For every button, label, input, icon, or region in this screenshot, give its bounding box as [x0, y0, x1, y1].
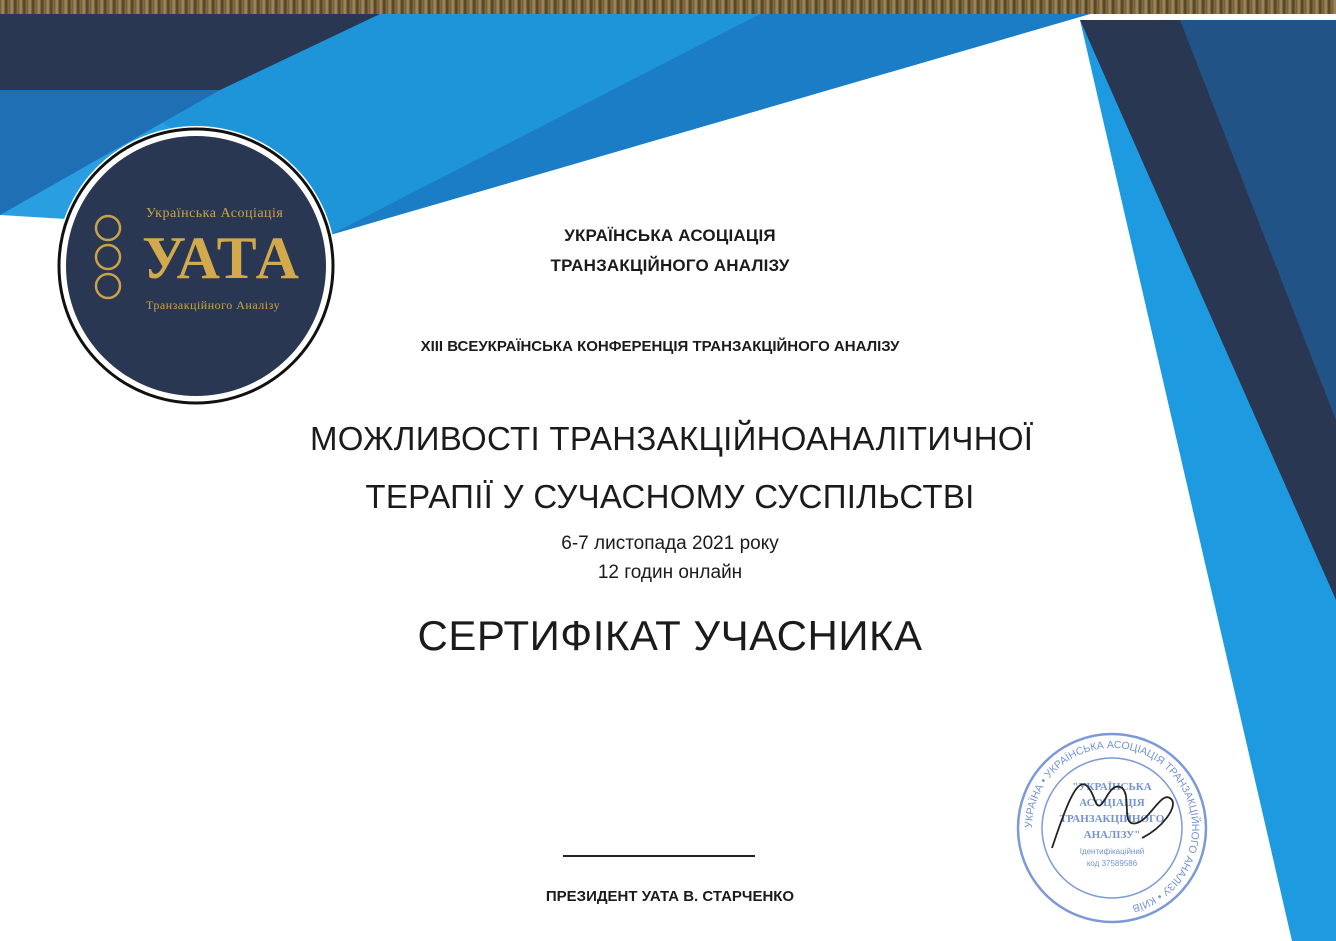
conference-title: XIII ВСЕУКРАЇНСЬКА КОНФЕРЕНЦІЯ ТРАНЗАКЦІЙНОГО АНАЛІЗУ	[420, 338, 900, 355]
event-hours: 12 годин онлайн	[597, 562, 743, 583]
stamp-ring-text: УКРАЇНА • УКРАЇНСЬКА АСОЦІАЦІЯ ТРАНЗАКЦІЙНОГО АНАЛІЗУ • КИЇВ	[1022, 738, 1202, 915]
association-name-line1: УКРАЇНСЬКА АСОЦІАЦІЯ	[564, 226, 776, 245]
svg-text:АНАЛІЗУ": АНАЛІЗУ"	[1083, 829, 1141, 841]
event-title-line2: ТЕРАПІЇ У СУЧАСНОМУ СУСПІЛЬСТВІ	[365, 478, 975, 515]
official-stamp	[1012, 728, 1212, 928]
svg-text:код 37589586: код 37589586	[1086, 859, 1138, 868]
certificate-heading: СЕРТИФІКАТ УЧАСНИКА	[417, 612, 923, 659]
event-dates: 6-7 листопада 2021 року	[561, 533, 779, 554]
svg-text:Ідентифікаційний: Ідентифікаційний	[1079, 847, 1145, 856]
signature-line	[563, 855, 755, 857]
stamp-outer-circle	[1018, 734, 1206, 922]
logo-subtitle-bottom: Транзакційного Аналізу	[146, 298, 281, 312]
logo-wordmark: УАТА	[142, 225, 301, 291]
svg-text:ТРАНЗАКЦІЙНОГО: ТРАНЗАКЦІЙНОГО	[1059, 813, 1165, 825]
signatory-name: ПРЕЗИДЕНТ УАТА В. СТАРЧЕНКО	[545, 888, 795, 905]
svg-text:"УКРАЇНСЬКА: "УКРАЇНСЬКА	[1072, 781, 1152, 793]
stamp-inner-circle	[1042, 758, 1182, 898]
event-title-line1: МОЖЛИВОСТІ ТРАНЗАКЦІЙНОАНАЛІТИЧНОЇ	[310, 420, 1034, 457]
svg-text:АСОЦІАЦІЯ: АСОЦІАЦІЯ	[1079, 797, 1145, 809]
logo-subtitle-top: Українська Асоціація	[146, 206, 284, 221]
association-name-line2: ТРАНЗАКЦІЙНОГО АНАЛІЗУ	[550, 256, 790, 275]
